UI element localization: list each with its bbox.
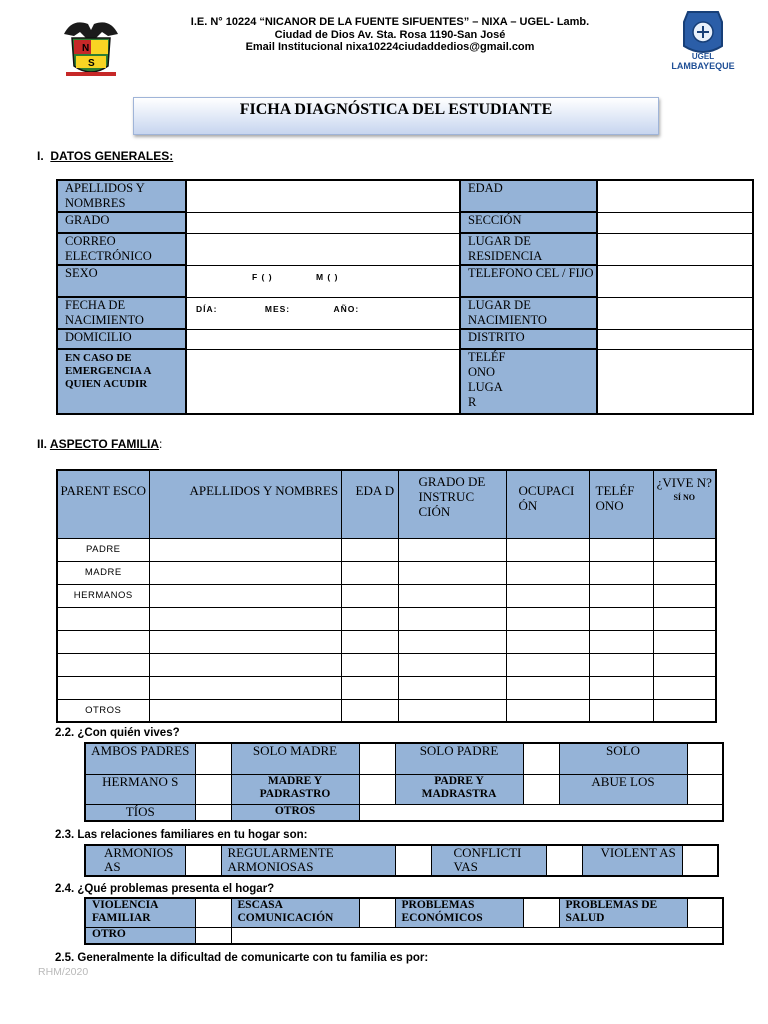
checkbox-otro[interactable] [195,927,231,944]
familia-row-label [57,607,149,630]
question-2-5: 2.5. Generalmente la dificultad de comunicarte con tu familia es por: [55,952,429,964]
familia-cell[interactable] [589,538,653,561]
label-lugar-residencia: LUGAR DE RESIDENCIA [460,233,597,265]
checkbox-conflictivas[interactable] [546,845,582,876]
label-domicilio: DOMICILIO [57,329,186,349]
familia-cell[interactable] [506,538,589,561]
section-2-heading [37,437,162,451]
section-2-suffix: : [159,437,163,451]
header-ocupacion: OCUPACI ÓN [506,470,589,538]
familia-cell[interactable] [149,584,341,607]
familia-cell[interactable] [149,676,341,699]
con-quien-vives-table [84,742,724,822]
telefono-lugar-line-4: R [468,395,477,409]
option-violentas: VIOLENT AS [582,845,682,876]
option-madre-padrastro: MADRE Y PADRASTRO [231,774,359,804]
familia-cell[interactable] [341,653,398,676]
familia-row-label: PADRE [57,538,149,561]
header-grado-instruccion: GRADO DE INSTRUC CIÓN [398,470,506,538]
familia-row-label: HERMANOS [57,584,149,607]
input-otro[interactable] [231,927,723,944]
input-telefono-lugar[interactable] [597,349,753,414]
familia-cell[interactable] [341,607,398,630]
label-fecha-nacimiento: FECHA DE NACIMIENTO [57,297,186,329]
header-viven-label: ¿VIVE N? [656,475,712,490]
familia-cell[interactable] [398,699,506,722]
option-hermanos: HERMANO S [85,774,195,804]
option-abuelos: ABUE LOS [559,774,687,804]
label-telefono-lugar [460,349,597,414]
familia-cell[interactable] [506,561,589,584]
header-viven [653,470,716,538]
familia-cell[interactable] [341,630,398,653]
section-2-number: II. [37,437,48,451]
input-telefono[interactable] [597,265,753,297]
header-edad: EDA D [341,470,398,538]
familia-cell[interactable] [589,653,653,676]
section-1-number: I. [37,149,44,163]
label-distrito: DISTRITO [460,329,597,349]
footer-code: RHM/2020 [38,966,89,978]
familia-row-label [57,653,149,676]
familia-cell[interactable] [653,538,716,561]
dia-field[interactable]: DÍA: [196,303,218,314]
familia-cell[interactable] [341,699,398,722]
header-school-name: I.E. N° 10224 “NICANOR DE LA FUENTE SIFUENTES” – NIXA – UGEL- Lamb. [190,16,590,28]
section-2-title: ASPECTO FAMILIA [49,437,160,451]
checkbox-ambos-padres[interactable] [195,743,231,774]
familia-cell[interactable] [589,630,653,653]
relaciones-familiares-table [84,844,719,877]
familia-row-label [57,676,149,699]
familia-cell[interactable] [149,699,341,722]
familia-cell[interactable] [653,676,716,699]
sexo-f-option[interactable]: F ( ) [252,271,273,282]
input-domicilio[interactable] [186,329,460,349]
familia-cell[interactable] [589,699,653,722]
checkbox-padre-madrastra[interactable] [523,774,559,804]
familia-row-label: OTROS [57,699,149,722]
option-regularmente-armoniosas: REGULARMENTE ARMONIOSAS [221,845,395,876]
mes-field[interactable]: MES: [264,303,291,314]
checkbox-solo[interactable] [687,743,723,774]
option-problemas-economicos: PROBLEMAS ECONÓMICOS [395,898,523,927]
label-seccion: SECCIÓN [460,212,597,233]
checkbox-madre-padrastro[interactable] [359,774,395,804]
option-tios: TÍOS [85,804,195,821]
familia-cell[interactable] [589,561,653,584]
section-1-heading [37,149,173,163]
checkbox-regularmente-armoniosas[interactable] [395,845,431,876]
familia-cell[interactable] [653,699,716,722]
ugel-logo-region: LAMBAYEQUE [671,61,735,71]
header-telefono: TELÉF ONO [589,470,653,538]
header-email: Email Institucional nixa10224ciudaddedios@gmail.com [245,41,535,53]
option-otro: OTRO [85,927,195,944]
telefono-lugar-line-3: LUGA [468,380,503,394]
familia-cell[interactable] [341,538,398,561]
option-conflictivas: CONFLICTI VAS [431,845,546,876]
option-solo-madre: SOLO MADRE [231,743,359,774]
familia-cell[interactable] [506,699,589,722]
familia-cell[interactable] [149,653,341,676]
input-otros[interactable] [359,804,723,821]
input-lugar-nacimiento[interactable] [597,297,753,329]
label-sexo: SEXO [57,265,186,297]
option-problemas-salud: PROBLEMAS DE SALUD [559,898,687,927]
familia-row [57,630,716,653]
familia-cell[interactable] [398,584,506,607]
option-padre-madrastra: PADRE Y MADRASTRA [395,774,523,804]
ugel-logo-text: UGEL [691,52,715,61]
familia-cell[interactable] [653,653,716,676]
familia-row [57,676,716,699]
label-grado: GRADO [57,212,186,233]
document-title: FICHA DIAGNÓSTICA DEL ESTUDIANTE [133,97,659,135]
familia-cell[interactable] [398,676,506,699]
datos-generales-table [56,179,754,415]
familia-cell[interactable] [398,607,506,630]
familia-cell[interactable] [653,630,716,653]
familia-cell[interactable] [589,607,653,630]
familia-cell[interactable] [589,584,653,607]
checkbox-hermanos[interactable] [195,774,231,804]
option-solo: SOLO [559,743,687,774]
familia-cell[interactable] [506,653,589,676]
checkbox-problemas-salud[interactable] [687,898,723,927]
checkbox-abuelos[interactable] [687,774,723,804]
familia-row [57,653,716,676]
input-edad[interactable] [597,180,753,212]
input-distrito[interactable] [597,329,753,349]
familia-cell[interactable] [149,538,341,561]
familia-cell[interactable] [506,676,589,699]
option-ambos-padres: AMBOS PADRES [85,743,195,774]
input-apellidos[interactable] [186,180,460,212]
checkbox-escasa-comunicacion[interactable] [359,898,395,927]
sexo-options[interactable] [186,265,460,297]
input-correo[interactable] [186,233,460,265]
familia-cell[interactable] [149,630,341,653]
familia-cell[interactable] [506,607,589,630]
familia-cell[interactable] [341,584,398,607]
label-lugar-nacimiento: LUGAR DE NACIMIENTO [460,297,597,329]
sexo-m-option[interactable]: M ( ) [315,271,339,282]
familia-cell[interactable] [398,561,506,584]
familia-cell[interactable] [341,561,398,584]
familia-cell[interactable] [149,607,341,630]
checkbox-solo-madre[interactable] [359,743,395,774]
label-edad: EDAD [460,180,597,212]
checkbox-violencia-familiar[interactable] [195,898,231,927]
input-seccion[interactable] [597,212,753,233]
question-2-2: 2.2. ¿Con quién vives? [55,727,180,739]
checkbox-armoniosas[interactable] [185,845,221,876]
header-viven-options: SÍ NO [673,493,696,502]
label-telefono: TELEFONO CEL / FIJO [460,265,597,297]
anio-field[interactable]: AÑO: [333,303,360,314]
question-2-4: 2.4. ¿Qué problemas presenta el hogar? [55,883,275,895]
familia-cell[interactable] [398,630,506,653]
school-logo [58,14,124,80]
familia-row [57,584,716,607]
section-1-title: DATOS GENERALES: [50,149,174,163]
familia-cell[interactable] [589,676,653,699]
familia-table [56,469,717,723]
question-2-3: 2.3. Las relaciones familiares en tu hogar son: [55,829,308,841]
option-solo-padre: SOLO PADRE [395,743,523,774]
familia-cell[interactable] [398,538,506,561]
familia-row-label [57,630,149,653]
header-apellidos-nombres: APELLIDOS Y NOMBRES [149,470,341,538]
label-emergencia: EN CASO DE EMERGENCIA A QUIEN ACUDIR [57,349,186,414]
checkbox-solo-padre[interactable] [523,743,559,774]
checkbox-problemas-economicos[interactable] [523,898,559,927]
checkbox-tios[interactable] [195,804,231,821]
logo-letter-s: S [88,58,95,69]
familia-row-label: MADRE [57,561,149,584]
fecha-nacimiento-fields[interactable] [186,297,460,329]
familia-row [57,538,716,561]
familia-cell[interactable] [653,607,716,630]
familia-cell[interactable] [341,676,398,699]
logo-letter-n: N [82,43,90,54]
familia-row [57,561,716,584]
input-lugar-residencia[interactable] [597,233,753,265]
input-grado[interactable] [186,212,460,233]
ugel-logo [664,6,742,72]
familia-cell[interactable] [398,653,506,676]
familia-cell[interactable] [149,561,341,584]
option-otros: OTROS [231,804,359,821]
input-emergencia[interactable] [186,349,460,414]
familia-cell[interactable] [653,561,716,584]
checkbox-violentas[interactable] [682,845,718,876]
problemas-hogar-table [84,897,724,945]
telefono-lugar-line-2: ONO [468,365,496,379]
familia-row [57,699,716,722]
header-address: Ciudad de Dios Av. Sta. Rosa 1190-San José [274,29,506,41]
label-correo: CORREO ELECTRÓNICO [57,233,186,265]
familia-row [57,607,716,630]
header-parentesco: PARENT ESCO [57,470,149,538]
telefono-lugar-line-1: TELÉF [468,350,506,364]
option-escasa-comunicacion: ESCASA COMUNICACIÓN [231,898,359,927]
familia-cell[interactable] [506,584,589,607]
label-apellidos: APELLIDOS Y NOMBRES [57,180,186,212]
option-violencia-familiar: VIOLENCIA FAMILIAR [85,898,195,927]
familia-cell[interactable] [653,584,716,607]
option-armoniosas: ARMONIOS AS [85,845,185,876]
familia-cell[interactable] [506,630,589,653]
